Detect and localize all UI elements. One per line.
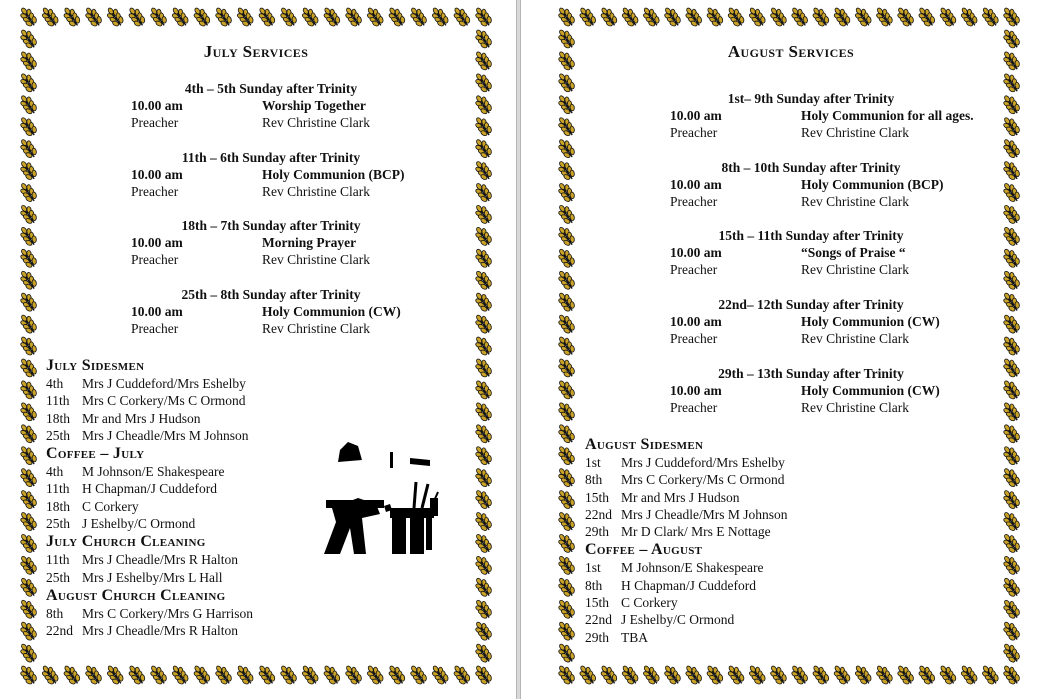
wheat-sprig-icon — [17, 92, 40, 116]
wheat-sprig-icon — [472, 246, 495, 270]
service-block — [131, 149, 411, 200]
wheat-sprig-icon — [17, 27, 40, 51]
roster-row: 15th Mr and Mrs J Hudson — [585, 489, 740, 505]
preacher-name: Rev Christine Clark — [801, 125, 909, 140]
service-time: 10.00 am — [670, 108, 722, 123]
wheat-sprig-icon — [555, 663, 578, 687]
wheat-sprig-icon — [724, 663, 747, 687]
wheat-sprig-icon — [555, 312, 578, 336]
cleaning-person-icon — [318, 438, 446, 558]
wheat-sprig-icon — [640, 663, 663, 687]
wheat-sprig-icon — [852, 663, 875, 687]
wheat-sprig-icon — [767, 663, 790, 687]
wheat-sprig-icon — [190, 5, 213, 29]
roster-row: 25th Mrs J Cheadle/Mrs M Johnson — [46, 427, 249, 443]
wheat-sprig-icon — [299, 5, 322, 29]
wheat-sprig-icon — [472, 136, 495, 160]
wheat-sprig-icon — [1000, 575, 1023, 599]
wheat-sprig-icon — [555, 158, 578, 182]
wheat-sprig-icon — [1000, 619, 1023, 643]
wheat-sprig-icon — [17, 619, 40, 643]
wheat-sprig-icon — [320, 5, 343, 29]
wheat-sprig-icon — [60, 5, 83, 29]
coffee-heading: Coffee – July — [46, 445, 145, 463]
wheat-sprig-icon — [1000, 48, 1023, 72]
wheat-sprig-icon — [17, 663, 40, 687]
wheat-sprig-icon — [1000, 487, 1023, 511]
wheat-sprig-icon — [555, 487, 578, 511]
wheat-sprig-icon — [640, 5, 663, 29]
wheat-sprig-icon — [17, 158, 40, 182]
wheat-sprig-icon — [661, 663, 684, 687]
july-rosters — [46, 356, 346, 640]
preacher-label: Preacher — [131, 252, 179, 267]
wheat-sprig-icon — [555, 268, 578, 292]
wheat-sprig-icon — [17, 487, 40, 511]
wheat-sprig-icon — [555, 641, 578, 665]
wheat-sprig-icon — [788, 663, 811, 687]
wheat-sprig-icon — [936, 5, 959, 29]
wheat-sprig-icon — [472, 92, 495, 116]
wheat-sprig-icon — [555, 70, 578, 94]
roster-row: 11th H Chapman/J Cuddeford — [46, 481, 217, 497]
wheat-sprig-icon — [17, 443, 40, 467]
wheat-sprig-icon — [472, 575, 495, 599]
wheat-sprig-icon — [342, 663, 365, 687]
wheat-sprig-icon — [555, 136, 578, 160]
preacher-label: Preacher — [670, 331, 718, 346]
wheat-sprig-icon — [915, 663, 938, 687]
wheat-sprig-icon — [597, 663, 620, 687]
service-heading: 15th – 11th Sunday after Trinity — [718, 228, 904, 243]
roster-row: 11th Mrs J Cheadle/Mrs R Halton — [46, 552, 238, 568]
preacher-name: Rev Christine Clark — [801, 262, 909, 277]
service-time: 10.00 am — [670, 177, 722, 192]
service-type: Morning Prayer — [262, 235, 357, 250]
august-rosters — [585, 435, 885, 646]
wheat-sprig-icon — [104, 5, 127, 29]
preacher-name: Rev Christine Clark — [262, 252, 370, 267]
wheat-sprig-icon — [555, 553, 578, 577]
service-block — [131, 286, 411, 337]
wheat-sprig-icon — [17, 70, 40, 94]
wheat-sprig-icon — [555, 356, 578, 380]
wheat-sprig-icon — [830, 663, 853, 687]
roster-row: 11th Mrs C Corkery/Ms C Ormond — [46, 393, 246, 409]
wheat-sprig-icon — [472, 48, 495, 72]
preacher-name: Rev Christine Clark — [262, 184, 370, 199]
wheat-sprig-icon — [555, 509, 578, 533]
wheat-sprig-icon — [555, 399, 578, 423]
roster-row: 1st M Johnson/E Shakespeare — [585, 560, 764, 576]
wheat-sprig-icon — [364, 663, 387, 687]
preacher-name: Rev Christine Clark — [801, 194, 909, 209]
august-services-title: August Services — [727, 42, 855, 61]
wheat-sprig-icon — [472, 641, 495, 665]
wheat-sprig-icon — [17, 531, 40, 555]
service-type: Holy Communion (CW) — [801, 383, 940, 398]
wheat-sprig-icon — [472, 114, 495, 138]
service-heading: 8th – 10th Sunday after Trinity — [721, 160, 901, 175]
wheat-sprig-icon — [407, 663, 430, 687]
preacher-label: Preacher — [131, 115, 179, 130]
wheat-sprig-icon — [17, 114, 40, 138]
wheat-sprig-icon — [17, 224, 40, 248]
preacher-name: Rev Christine Clark — [801, 400, 909, 415]
wheat-sprig-icon — [555, 465, 578, 489]
wheat-sprig-icon — [472, 5, 495, 29]
wheat-sprig-icon — [472, 531, 495, 555]
roster-row: 25th Mrs J Eshelby/Mrs L Hall — [46, 569, 223, 585]
wheat-sprig-icon — [472, 421, 495, 445]
wheat-sprig-icon — [1000, 597, 1023, 621]
wheat-sprig-icon — [915, 5, 938, 29]
roster-row: 25th J Eshelby/C Ormond — [46, 516, 196, 532]
wheat-sprig-icon — [39, 5, 62, 29]
wheat-sprig-icon — [555, 290, 578, 314]
service-block — [670, 365, 1010, 416]
wheat-sprig-icon — [429, 663, 452, 687]
wheat-sprig-icon — [17, 5, 40, 29]
wheat-sprig-icon — [407, 5, 430, 29]
preacher-label: Preacher — [670, 194, 718, 209]
wheat-sprig-icon — [472, 465, 495, 489]
wheat-sprig-icon — [472, 290, 495, 314]
wheat-sprig-icon — [17, 597, 40, 621]
service-type: Holy Communion (CW) — [262, 304, 401, 319]
service-type: Holy Communion (CW) — [801, 314, 940, 329]
wheat-sprig-icon — [17, 136, 40, 160]
wheat-sprig-icon — [17, 421, 40, 445]
wheat-sprig-icon — [17, 509, 40, 533]
wheat-sprig-icon — [277, 663, 300, 687]
wheat-sprig-icon — [1000, 509, 1023, 533]
wheat-sprig-icon — [17, 641, 40, 665]
wheat-sprig-icon — [17, 356, 40, 380]
wheat-sprig-icon — [234, 663, 257, 687]
wheat-sprig-icon — [703, 5, 726, 29]
roster-row: 22nd J Eshelby/C Ormond — [585, 612, 735, 628]
service-heading: 18th – 7th Sunday after Trinity — [181, 218, 361, 233]
roster-row: 8th H Chapman/J Cuddeford — [585, 577, 756, 593]
service-type: Holy Communion for all ages. — [801, 108, 974, 123]
wheat-sprig-icon — [472, 70, 495, 94]
wheat-sprig-icon — [555, 377, 578, 401]
wheat-sprig-icon — [472, 334, 495, 358]
wheat-sprig-icon — [342, 5, 365, 29]
wheat-sprig-icon — [472, 597, 495, 621]
service-heading: 25th – 8th Sunday after Trinity — [181, 287, 361, 302]
wheat-sprig-icon — [958, 663, 981, 687]
wheat-sprig-icon — [852, 5, 875, 29]
service-time: 10.00 am — [670, 314, 722, 329]
wheat-sprig-icon — [979, 663, 1002, 687]
wheat-sprig-icon — [17, 575, 40, 599]
wheat-sprig-icon — [17, 399, 40, 423]
wheat-sprig-icon — [555, 443, 578, 467]
wheat-sprig-icon — [450, 663, 473, 687]
wheat-sprig-icon — [555, 619, 578, 643]
roster-row: 15th C Corkery — [585, 595, 678, 611]
wheat-sprig-icon — [472, 158, 495, 182]
wheat-sprig-icon — [746, 663, 769, 687]
wheat-sprig-icon — [894, 5, 917, 29]
wheat-sprig-icon — [472, 377, 495, 401]
wheat-sprig-icon — [17, 465, 40, 489]
wheat-sprig-icon — [1000, 531, 1023, 555]
wheat-sprig-icon — [873, 5, 896, 29]
wheat-sprig-icon — [125, 5, 148, 29]
wheat-sprig-icon — [576, 663, 599, 687]
service-time: 10.00 am — [131, 304, 183, 319]
wheat-sprig-icon — [1000, 553, 1023, 577]
wheat-sprig-icon — [17, 290, 40, 314]
wheat-sprig-icon — [555, 531, 578, 555]
wheat-sprig-icon — [618, 663, 641, 687]
wheat-sprig-icon — [809, 5, 832, 29]
wheat-sprig-icon — [472, 663, 495, 687]
wheat-sprig-icon — [661, 5, 684, 29]
wheat-sprig-icon — [597, 5, 620, 29]
service-block — [670, 227, 1010, 278]
preacher-name: Rev Christine Clark — [801, 331, 909, 346]
service-block — [131, 217, 411, 268]
wheat-sprig-icon — [472, 202, 495, 226]
wheat-sprig-icon — [472, 443, 495, 467]
service-time: 10.00 am — [131, 167, 183, 182]
service-block — [131, 80, 411, 131]
wheat-sprig-icon — [255, 663, 278, 687]
wheat-sprig-icon — [555, 575, 578, 599]
aug-cleaning-heading: August Church Cleaning — [46, 586, 226, 604]
service-type: Holy Communion (BCP) — [801, 177, 944, 192]
sidesmen-heading: July Sidesmen — [46, 357, 145, 374]
wheat-sprig-icon — [17, 334, 40, 358]
wheat-sprig-icon — [17, 180, 40, 204]
wheat-sprig-icon — [364, 5, 387, 29]
service-time: 10.00 am — [131, 98, 183, 113]
wheat-sprig-icon — [147, 663, 170, 687]
wheat-sprig-icon — [17, 246, 40, 270]
wheat-sprig-icon — [472, 356, 495, 380]
service-block — [670, 90, 1010, 141]
preacher-label: Preacher — [670, 125, 718, 140]
roster-row: 22nd Mrs J Cheadle/Mrs R Halton — [46, 623, 238, 639]
wheat-sprig-icon — [169, 663, 192, 687]
wheat-sprig-icon — [472, 553, 495, 577]
page-divider — [516, 0, 521, 699]
roster-row: 4th M Johnson/E Shakespeare — [46, 464, 225, 480]
wheat-sprig-icon — [555, 114, 578, 138]
july-page — [0, 0, 514, 699]
wheat-sprig-icon — [682, 5, 705, 29]
wheat-sprig-icon — [682, 663, 705, 687]
wheat-sprig-icon — [1000, 641, 1023, 665]
wheat-sprig-icon — [472, 180, 495, 204]
preacher-label: Preacher — [670, 262, 718, 277]
preacher-name: Rev Christine Clark — [262, 321, 370, 336]
wheat-sprig-icon — [555, 334, 578, 358]
roster-row: 8th Mrs C Corkery/Mrs G Harrison — [46, 605, 253, 621]
service-heading: 29th – 13th Sunday after Trinity — [718, 366, 904, 381]
cleaning-heading: July Church Cleaning — [46, 533, 206, 551]
wheat-sprig-icon — [385, 5, 408, 29]
wheat-sprig-icon — [555, 180, 578, 204]
wheat-sprig-icon — [724, 5, 747, 29]
wheat-sprig-icon — [169, 5, 192, 29]
wheat-sprig-icon — [1000, 27, 1023, 51]
wheat-sprig-icon — [82, 663, 105, 687]
wheat-sprig-icon — [1000, 421, 1023, 445]
wheat-sprig-icon — [212, 5, 235, 29]
service-time: 10.00 am — [670, 245, 722, 260]
roster-row: 18th Mr and Mrs J Hudson — [46, 410, 201, 426]
service-heading: 1st– 9th Sunday after Trinity — [727, 91, 895, 106]
service-heading: 22nd– 12th Sunday after Trinity — [718, 297, 904, 312]
wheat-sprig-icon — [450, 5, 473, 29]
wheat-sprig-icon — [39, 663, 62, 687]
wheat-sprig-icon — [472, 399, 495, 423]
sidesmen-heading: August Sidesmen — [585, 436, 704, 453]
roster-row: 8th Mrs C Corkery/Ms C Ormond — [585, 472, 785, 488]
roster-row: 4th Mrs J Cuddeford/Mrs Eshelby — [46, 376, 246, 391]
wheat-sprig-icon — [255, 5, 278, 29]
roster-row: 1st Mrs J Cuddeford/Mrs Eshelby — [585, 455, 785, 470]
wheat-sprig-icon — [618, 5, 641, 29]
wheat-sprig-icon — [472, 268, 495, 292]
wheat-sprig-icon — [830, 5, 853, 29]
service-time: 10.00 am — [670, 383, 722, 398]
wheat-sprig-icon — [1000, 465, 1023, 489]
wheat-sprig-icon — [873, 663, 896, 687]
wheat-sprig-icon — [299, 663, 322, 687]
service-type: Holy Communion (BCP) — [262, 167, 405, 182]
service-heading: 4th – 5th Sunday after Trinity — [184, 81, 358, 96]
wheat-sprig-icon — [472, 619, 495, 643]
wheat-sprig-icon — [788, 5, 811, 29]
service-heading: 11th – 6th Sunday after Trinity — [181, 150, 361, 165]
wheat-sprig-icon — [555, 5, 578, 29]
coffee-heading: Coffee – August — [585, 541, 703, 559]
wheat-sprig-icon — [104, 663, 127, 687]
wheat-sprig-icon — [385, 663, 408, 687]
wheat-sprig-icon — [555, 92, 578, 116]
service-time: 10.00 am — [131, 235, 183, 250]
wheat-sprig-icon — [555, 597, 578, 621]
preacher-label: Preacher — [131, 184, 179, 199]
wheat-sprig-icon — [17, 553, 40, 577]
wheat-sprig-icon — [472, 224, 495, 248]
service-type: Worship Together — [262, 98, 366, 113]
wheat-sprig-icon — [555, 224, 578, 248]
wheat-sprig-icon — [147, 5, 170, 29]
wheat-sprig-icon — [894, 663, 917, 687]
wheat-sprig-icon — [1000, 663, 1023, 687]
wheat-sprig-icon — [472, 312, 495, 336]
wheat-sprig-icon — [17, 268, 40, 292]
wheat-sprig-icon — [472, 27, 495, 51]
service-block — [670, 296, 1010, 347]
roster-row: 22nd Mrs J Cheadle/Mrs M Johnson — [585, 506, 788, 522]
preacher-label: Preacher — [670, 400, 718, 415]
service-block — [670, 159, 1010, 210]
wheat-sprig-icon — [17, 48, 40, 72]
wheat-sprig-icon — [555, 27, 578, 51]
service-type: “Songs of Praise “ — [801, 245, 906, 260]
wheat-sprig-icon — [277, 5, 300, 29]
wheat-sprig-icon — [234, 5, 257, 29]
wheat-sprig-icon — [17, 377, 40, 401]
wheat-sprig-icon — [1000, 443, 1023, 467]
wheat-sprig-icon — [979, 5, 1002, 29]
july-services-title: July Services — [203, 42, 309, 61]
august-page — [523, 0, 1044, 699]
wheat-sprig-icon — [936, 663, 959, 687]
wheat-sprig-icon — [125, 663, 148, 687]
wheat-sprig-icon — [555, 48, 578, 72]
wheat-sprig-icon — [555, 202, 578, 226]
wheat-sprig-icon — [767, 5, 790, 29]
wheat-sprig-icon — [746, 5, 769, 29]
roster-row: 29th Mr D Clark/ Mrs E Nottage — [585, 524, 771, 540]
wheat-sprig-icon — [17, 312, 40, 336]
wheat-sprig-icon — [320, 663, 343, 687]
wheat-sprig-icon — [555, 421, 578, 445]
wheat-sprig-icon — [703, 663, 726, 687]
wheat-sprig-icon — [472, 487, 495, 511]
wheat-sprig-icon — [472, 509, 495, 533]
wheat-sprig-icon — [17, 202, 40, 226]
wheat-sprig-icon — [809, 663, 832, 687]
wheat-sprig-icon — [429, 5, 452, 29]
roster-row: 18th C Corkery — [46, 498, 139, 514]
preacher-label: Preacher — [131, 321, 179, 336]
wheat-sprig-icon — [1000, 5, 1023, 29]
wheat-sprig-icon — [958, 5, 981, 29]
wheat-sprig-icon — [212, 663, 235, 687]
preacher-name: Rev Christine Clark — [262, 115, 370, 130]
wheat-sprig-icon — [576, 5, 599, 29]
wheat-sprig-icon — [60, 663, 83, 687]
roster-row: 29th TBA — [585, 629, 648, 645]
wheat-sprig-icon — [555, 246, 578, 270]
wheat-sprig-icon — [190, 663, 213, 687]
wheat-sprig-icon — [82, 5, 105, 29]
